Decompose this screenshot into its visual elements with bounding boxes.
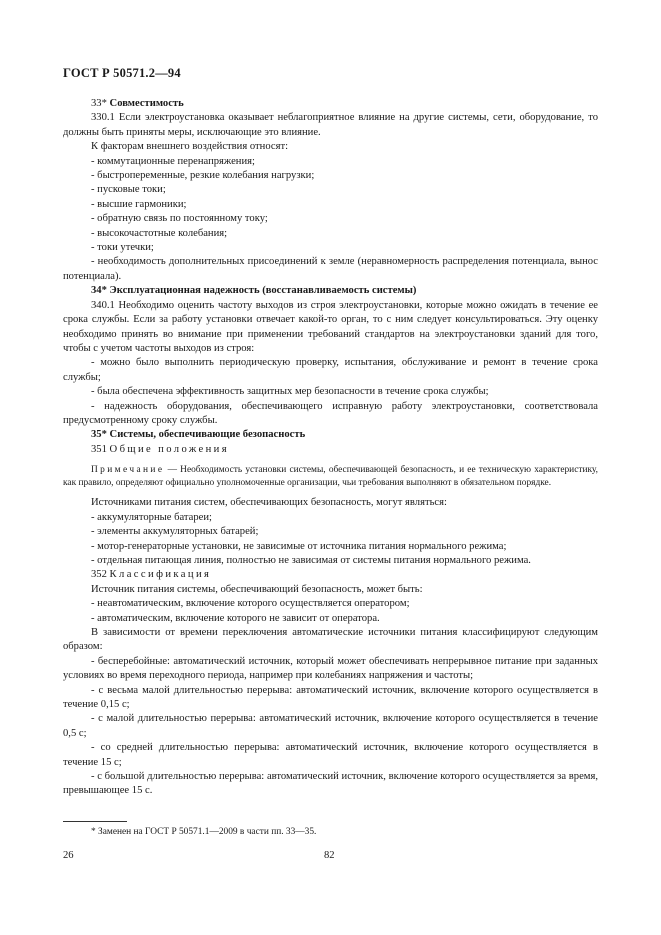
- list-item: - можно было выполнить периодическую проверку, испытания, обслуживание и ремонт в течение срока службы;: [63, 357, 598, 383]
- section-33-number: 33*: [91, 98, 107, 109]
- list-item: - высокочастотные колебания;: [91, 227, 228, 239]
- paragraph-340-1: 340.1 Необходимо оценить частоту выходов из строя электроустановки, которые можно ожидать в течение ее срока службы. Если за работу установки отвечает какой-то орган, то с ним следует консультироваться. Эту оценку необходимо принять во внимание при применении требований стандартов на электроустановки зданий для того, чтобы с учетом частоты выходов из строя:: [63, 299, 598, 354]
- list-item: - токи утечки;: [91, 242, 154, 254]
- list-item: - аккумуляторные батареи;: [91, 511, 212, 523]
- page-number-center: 82: [324, 850, 335, 861]
- document-header: ГОСТ Р 50571.2—94: [63, 66, 181, 80]
- section-34-heading: 34* Эксплуатационная надежность (восстанавливаемость системы): [91, 285, 417, 297]
- page-number-left: 26: [63, 850, 74, 861]
- note: [63, 464, 598, 489]
- sources-intro: Источниками питания систем, обеспечивающих безопасность, могут являться:: [91, 497, 447, 509]
- note-label: Примечание: [91, 465, 165, 476]
- factors-intro: К факторам внешнего воздействия относят:: [91, 141, 289, 153]
- auto-sources-intro: В зависимости от времени переключения автоматические источники питания классифицируют следующим образом:: [63, 627, 598, 653]
- note-text: — Необходимость установки системы, обеспечивающей безопасность, и ее техническую характеристику, как правило, определяют официально уполномоченные организации, чьи требования выполняют в обязательном порядке.: [63, 465, 598, 488]
- list-item: - высшие гармоники;: [91, 198, 187, 210]
- subsection-352-heading: [63, 568, 598, 582]
- list-item: - с малой длительностью перерыва: автоматический источник, включение которого осуществляется в течение 0,5 с;: [63, 713, 598, 739]
- list-item: - элементы аккумуляторных батарей;: [91, 526, 259, 538]
- section-33-title: Совместимость: [109, 98, 184, 109]
- document-body: [63, 97, 598, 799]
- classification-intro: Источник питания системы, обеспечивающий безопасность, может быть:: [91, 583, 423, 595]
- list-item: - коммутационные перенапряжения;: [91, 155, 255, 167]
- list-item: - бесперебойные: автоматический источник, который может обеспечивать непрерывное питание при заданных условиях во время переходного периода, например при колебаниях напряжения и частоты;: [63, 655, 598, 682]
- section-33-heading: [63, 97, 598, 111]
- list-item: - мотор-генераторные установки, не зависимые от источника питания нормального режима;: [91, 540, 507, 552]
- list-item: - была обеспечена эффективность защитных мер безопасности в течение срока службы;: [91, 386, 489, 398]
- subsection-352-number: 352: [91, 569, 107, 581]
- list-item: - надежность оборудования, обеспечивающего исправную работу электроустановки, соответствовала предусмотренному сроку службы.: [63, 400, 598, 426]
- subsection-351-title: Общие положения: [109, 443, 230, 455]
- subsection-351-heading: [63, 443, 598, 457]
- subsection-352-title: Классификация: [109, 569, 212, 581]
- list-item: - с весьма малой длительностью перерыва: автоматический источник, включение которого осуществляется в течение 0,15 с;: [63, 684, 598, 711]
- section-35-heading: 35* Системы, обеспечивающие безопасность: [91, 429, 306, 441]
- subsection-351-number: 351: [91, 443, 107, 455]
- footnote: * Заменен на ГОСТ Р 50571.1—2009 в части пп. 33—35.: [91, 827, 317, 837]
- list-item: - обратную связь по постоянному току;: [91, 213, 268, 225]
- list-item: - с большой длительностью перерыва: автоматический источник, включение которого осуществляется за время, превышающее 15 с.: [63, 771, 598, 797]
- list-item: - необходимость дополнительных присоединений к земле (неравномерность распределения потенциала, вынос потенциала).: [63, 256, 598, 282]
- paragraph-330-1: 330.1 Если электроустановка оказывает неблагоприятное влияние на другие системы, сети, оборудование, то должны быть приняты меры, исключающие это влияние.: [63, 112, 598, 138]
- list-item: - отдельная питающая линия, полностью не зависимая от системы питания нормального режима.: [91, 554, 531, 566]
- list-item: - пусковые токи;: [91, 184, 166, 196]
- list-item: - со средней длительностью перерыва: автоматический источник, включение которого осуществляется в течение 15 с;: [63, 742, 598, 768]
- list-item: - неавтоматическим, включение которого осуществляется оператором;: [91, 598, 410, 610]
- list-item: - быстропеременные, резкие колебания нагрузки;: [91, 170, 315, 182]
- footnote-divider: [63, 821, 127, 822]
- list-item: - автоматическим, включение которого не зависит от оператора.: [91, 612, 380, 624]
